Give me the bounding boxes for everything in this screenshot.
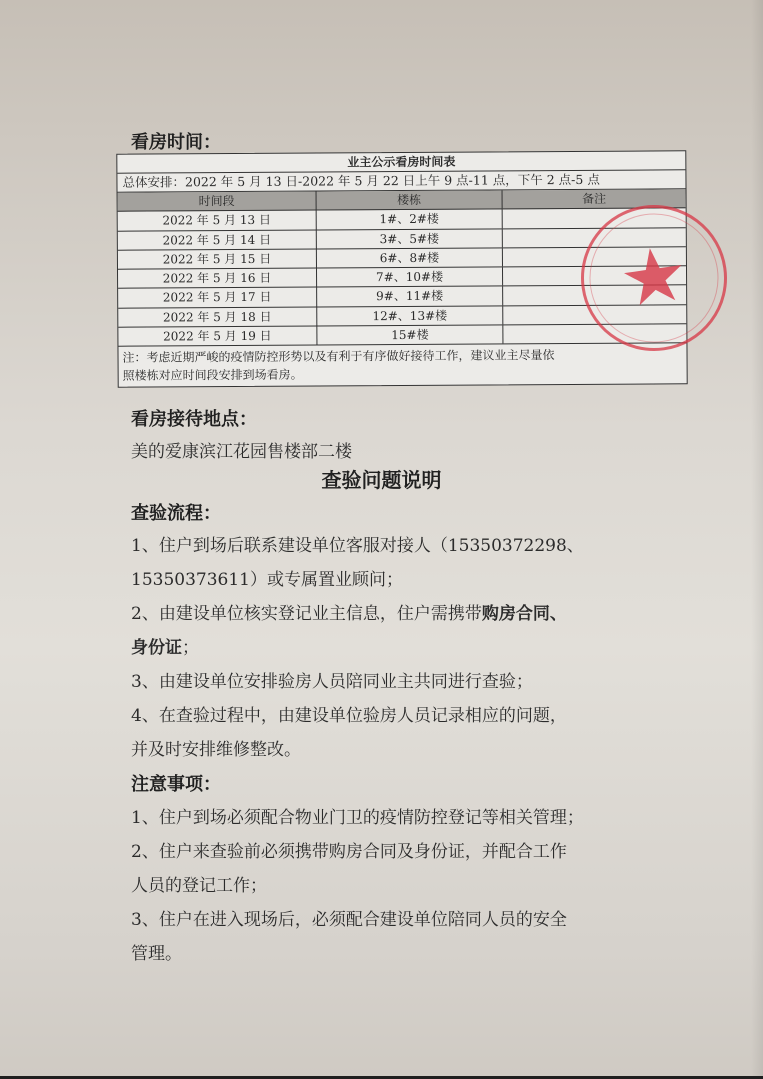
notes-line: 人员的登记工作； (131, 876, 267, 896)
overall-arrangement: 总体安排：2022 年 5 月 13 日-2022 年 5 月 22 日上午 9 点-11 点，下午 2 点-5 点 (117, 170, 685, 192)
notes-line: 管理。 (131, 944, 182, 964)
building-cell: 6#、8#楼 (317, 248, 503, 267)
viewing-time-heading: 看房时间： (131, 132, 221, 153)
process-line: 1、住户到场后联系建设单位客服对接人（15350372298、 (131, 536, 584, 556)
building-cell: 15#楼 (317, 325, 503, 344)
building-cell: 3#、5#楼 (317, 229, 503, 248)
star-icon (575, 199, 733, 357)
highlight-contract: 购房合同、 (481, 604, 567, 624)
process-line (131, 599, 567, 624)
date-cell: 2022 年 5 月 19 日 (118, 327, 317, 347)
process-text: ； (182, 638, 199, 658)
process-line: 3、由建设单位安排验房人员陪同业主共同进行查验； (131, 672, 533, 692)
reception-location: 美的爱康滨江花园售楼部二楼 (131, 442, 352, 462)
table-note-line: 注：考虑近期严峻的疫情防控形势以及有利于有序做好接待工作，建议业主尽量依 (122, 348, 555, 366)
notes-heading: 注意事项： (131, 774, 221, 795)
notes-line: 3、住户在进入现场后，必须配合建设单位陪同人员的安全 (131, 910, 567, 930)
column-header-remark: 备注 (582, 191, 607, 206)
date-cell: 2022 年 5 月 15 日 (118, 249, 317, 269)
process-heading: 查验流程： (131, 503, 221, 524)
process-line: 4、在查验过程中，由建设单位验房人员记录相应的问题， (131, 706, 567, 726)
table-title: 业主公示看房时间表 (117, 151, 685, 173)
date-cell: 2022 年 5 月 17 日 (118, 288, 317, 308)
page-shadow (751, 0, 763, 1079)
table-note-line: 照楼栋对应时间段安排到场看房。 (122, 367, 303, 384)
process-line (131, 633, 199, 658)
building-cell: 1#、2#楼 (317, 210, 503, 229)
process-line: 并及时安排维修整改。 (131, 740, 301, 760)
company-seal (572, 196, 737, 361)
column-header-time: 时间段 (118, 192, 317, 212)
building-cell: 12#、13#楼 (317, 306, 503, 325)
column-header-building: 楼栋 (317, 190, 503, 209)
date-cell: 2022 年 5 月 13 日 (118, 211, 317, 231)
notes-line: 2、住户来查验前必须携带购房合同及身份证，并配合工作 (131, 842, 567, 862)
building-cell: 9#、11#楼 (317, 287, 503, 306)
process-line: 15350373611）或专属置业顾问； (131, 570, 403, 590)
notes-line: 1、住户到场必须配合物业门卫的疫情防控登记等相关管理； (131, 808, 584, 828)
reception-heading: 看房接待地点： (131, 409, 257, 430)
date-cell: 2022 年 5 月 18 日 (118, 307, 317, 327)
date-cell: 2022 年 5 月 16 日 (118, 269, 317, 289)
document-title: 查验问题说明 (321, 468, 442, 492)
date-cell: 2022 年 5 月 14 日 (118, 230, 317, 250)
highlight-id-card: 身份证 (131, 638, 182, 658)
process-text: 2、由建设单位核实登记业主信息，住户需携带 (131, 604, 482, 624)
building-cell: 7#、10#楼 (317, 268, 503, 287)
